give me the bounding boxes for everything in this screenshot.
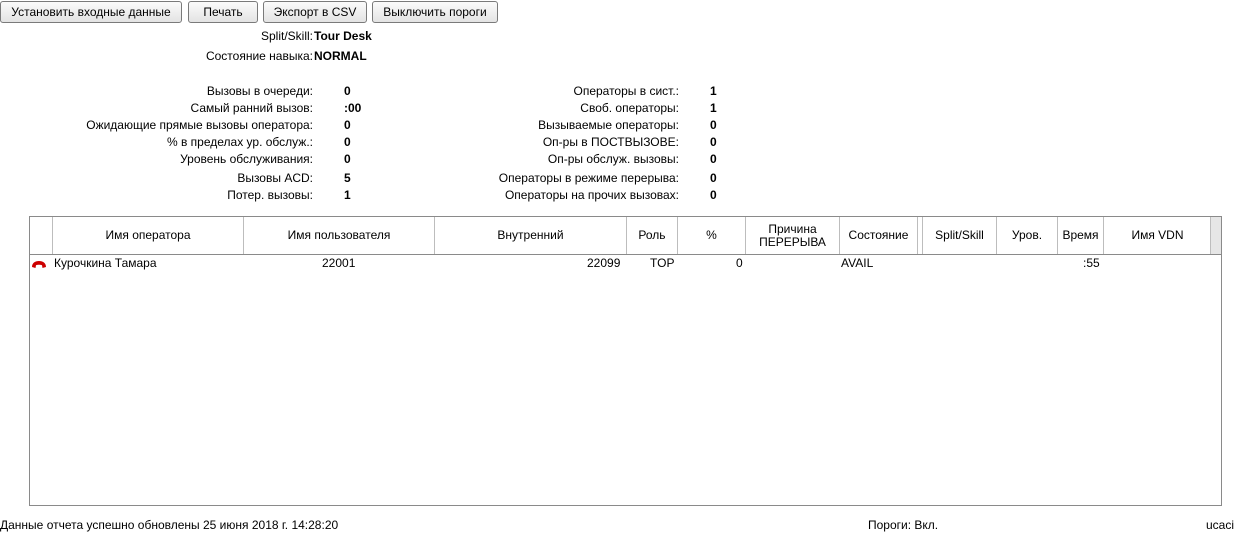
phone-hangup-icon	[31, 258, 47, 272]
agents-staffed-value: 1	[710, 84, 717, 98]
extension-cell: 22099	[587, 256, 621, 270]
service-level-label: Уровень обслуживания:	[180, 152, 313, 166]
skill-state-value: NORMAL	[314, 49, 367, 63]
operator-name-cell: Курочкина Тамара	[54, 256, 157, 270]
percent-within-service-value: 0	[344, 135, 351, 149]
set-input-button[interactable]: Установить входные данные	[0, 1, 182, 23]
column-header-operator-name[interactable]: Имя оператора	[53, 217, 244, 254]
service-level-value: 0	[344, 152, 351, 166]
column-header-percent[interactable]: %	[678, 217, 746, 254]
time-cell: :55	[1083, 256, 1100, 270]
abandoned-calls-label: Потер. вызовы:	[227, 188, 313, 202]
column-header-extension[interactable]: Внутренний	[435, 217, 627, 254]
oldest-call-value: :00	[344, 101, 362, 115]
username-cell: 22001	[322, 256, 356, 270]
column-header-role[interactable]: Роль	[627, 217, 678, 254]
abandoned-calls-value: 1	[344, 188, 351, 202]
agents-on-calls-label: Оп-ры обслуж. вызовы:	[547, 152, 679, 166]
oldest-call-label: Самый ранний вызов:	[190, 101, 313, 115]
agents-on-calls-value: 0	[710, 152, 717, 166]
grid-header	[30, 217, 1221, 255]
column-header-break-reason[interactable]: Причина ПЕРЕРЫВА	[746, 217, 840, 254]
role-cell: TOP	[650, 256, 675, 270]
ringing-agents-label: Вызываемые операторы:	[538, 118, 679, 132]
column-header-state[interactable]: Состояние	[840, 217, 918, 254]
column-header-vdn-name[interactable]: Имя VDN	[1131, 228, 1184, 242]
percent-within-service-label: % в пределах ур. обслуж.:	[166, 135, 313, 149]
last-updated-status: Данные отчета успешно обновлены 25 июня 2018 г. 14:28:20	[0, 518, 339, 532]
agents-staffed-label: Операторы в сист.:	[573, 84, 679, 98]
ringing-agents-value: 0	[710, 118, 717, 132]
split-skill-label: Split/Skill:	[260, 29, 313, 43]
split-skill-value: Tour Desk	[314, 29, 372, 43]
after-call-agents-value: 0	[710, 135, 717, 149]
waiting-direct-calls-value: 0	[344, 118, 351, 132]
percent-cell: 0	[736, 256, 743, 270]
agents-other-calls-value: 0	[710, 188, 717, 202]
export-csv-button[interactable]: Экспорт в CSV	[263, 1, 367, 23]
thresholds-off-button[interactable]: Выключить пороги	[372, 1, 498, 23]
agents-on-break-value: 0	[710, 171, 717, 185]
agents-grid[interactable]	[29, 216, 1222, 506]
column-header-split-skill[interactable]: Split/Skill	[923, 217, 997, 254]
column-header-time[interactable]: Время	[1058, 217, 1104, 254]
available-agents-label: Своб. операторы:	[580, 101, 679, 115]
state-cell: AVAIL	[841, 256, 874, 270]
user-status: ucaci	[1206, 518, 1234, 532]
agents-on-break-label: Операторы в режиме перерыва:	[498, 171, 679, 185]
after-call-agents-label: Оп-ры в ПОСТВЫЗОВЕ:	[542, 135, 679, 149]
column-header-icon[interactable]	[30, 217, 53, 254]
table-row[interactable]	[30, 255, 1221, 271]
agents-other-calls-label: Операторы на прочих вызовах:	[504, 188, 679, 202]
column-header-username[interactable]: Имя пользователя	[244, 217, 435, 254]
thresholds-status: Пороги: Вкл.	[868, 518, 939, 532]
waiting-direct-calls-label: Ожидающие прямые вызовы оператора:	[86, 118, 313, 132]
calls-in-queue-label: Вызовы в очереди:	[206, 84, 313, 98]
acd-calls-value: 5	[344, 171, 351, 185]
scrollbar-corner[interactable]	[1210, 217, 1221, 254]
acd-calls-label: Вызовы ACD:	[237, 171, 313, 185]
column-header-level[interactable]: Уров.	[997, 217, 1058, 254]
print-button[interactable]: Печать	[188, 1, 258, 23]
available-agents-value: 1	[710, 101, 717, 115]
skill-state-label: Состояние навыка:	[205, 49, 313, 63]
calls-in-queue-value: 0	[344, 84, 351, 98]
